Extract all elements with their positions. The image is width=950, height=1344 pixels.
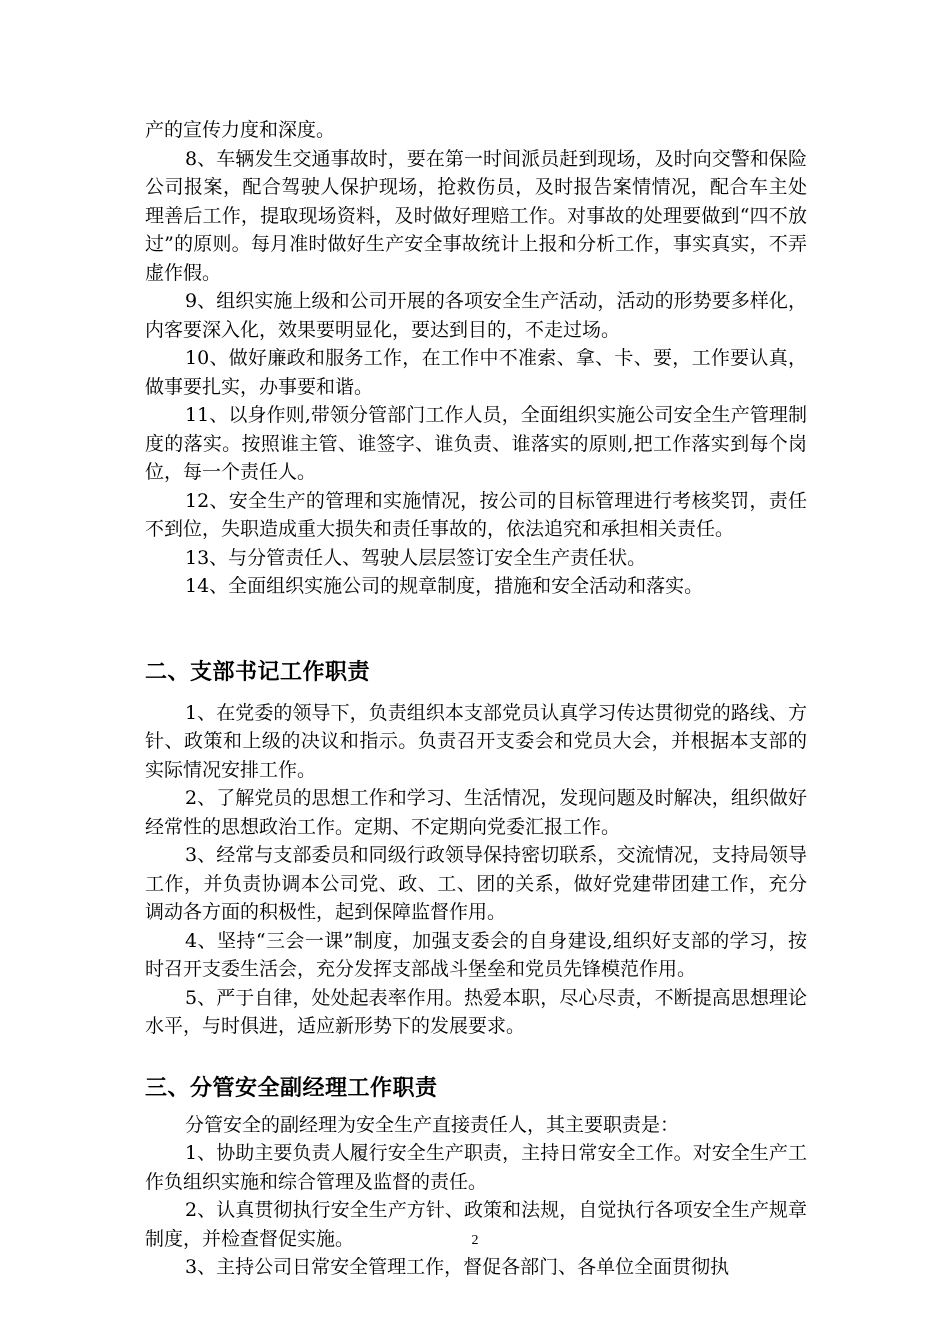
paragraph: 1、在党委的领导下，负责组织本支部党员认真学习传达贯彻党的路线、方针、政策和上级的决议和指示。负责召开支委会和党员大会，并根据本支部的实际情况安排工作。 [145, 701, 807, 781]
paragraph: 10、做好廉政和服务工作，在工作中不准索、拿、卡、要，工作要认真，做事要扎实，办事要和谐。 [145, 347, 807, 398]
document-body [145, 116, 807, 1282]
paragraph: 产的宣传力度和深度。 [145, 119, 336, 141]
paragraph: 4、坚持“三会一课”制度，加强支委会的自身建设,组织好支部的学习，按时召开支委生活会，充分发挥支部战斗堡垒和党员先锋模范作用。 [145, 929, 807, 980]
paragraph: 5、严于自律，处处起表率作用。热爱本职，尽心尽责，不断提高思想理论水平，与时俱进，适应新形势下的发展要求。 [145, 986, 807, 1037]
paragraph: 11、以身作则,带领分管部门工作人员，全面组织实施公司安全生产管理制度的落实。按照谁主管、谁签字、谁负责、谁落实的原则,把工作落实到每个岗位，每一个责任人。 [145, 404, 807, 483]
paragraph: 8、车辆发生交通事故时，要在第一时间派员赶到现场，及时向交警和保险公司报案，配合驾驶人保护现场，抢救伤员，及时报告案情情况，配合车主处理善后工作，提取现场资料，及时做好理赔工作。对事故的处理要做到“四不放过”的原则。每月准时做好生产安全事故统计上报和分析工作，事实真实，不弄虚作假。 [145, 147, 807, 284]
paragraph: 2、认真贯彻执行安全生产方针、政策和法规，自觉执行各项安全生产规章制度，并检查督促实施。 [145, 1199, 807, 1250]
paragraph: 12、安全生产的管理和实施情况，按公司的目标管理进行考核奖罚，责任不到位，失职造成重大损失和责任事故的，依法追究和承担相关责任。 [145, 489, 807, 540]
section-branch-secretary [145, 657, 807, 1041]
paragraph: 3、主持公司日常安全管理工作，督促各部门、各单位全面贯彻执 [185, 1256, 730, 1278]
paragraph: 9、组织实施上级和公司开展的各项安全生产活动，活动的形势要多样化，内客要深入化，效果要明显化，要达到目的，不走过场。 [145, 290, 807, 341]
paragraph: 13、与分管责任人、驾驶人层层签订安全生产责任状。 [185, 546, 647, 569]
section-heading: 三、分管安全副经理工作职责 [145, 1075, 438, 1101]
page-number: 2 [471, 1233, 479, 1248]
paragraph: 1、协助主要负责人履行安全生产职责，主持日常安全工作。对安全生产工作负组织实施和综合管理及监督的责任。 [145, 1142, 807, 1193]
paragraph: 分管安全的副经理为安全生产直接责任人，其主要职责是： [185, 1113, 680, 1136]
paragraph: 2、了解党员的思想工作和学习、生活情况，发现问题及时解决，组织做好经常性的思想政治工作。定期、不定期向党委汇报工作。 [145, 787, 807, 838]
section-heading: 二、支部书记工作职责 [145, 659, 371, 685]
section-safety-deputy-manager [145, 1073, 807, 1282]
paragraph: 14、全面组织实施公司的规章制度，措施和安全活动和落实。 [185, 575, 704, 597]
paragraph: 3、经常与支部委员和同级行政领导保持密切联系，交流情况，支持局领导工作，并负责协调本公司党、政、工、团的关系，做好党建带团建工作，充分调动各方面的积极性，起到保障监督作用。 [145, 844, 807, 923]
section-safety-duties-continued [145, 116, 807, 601]
